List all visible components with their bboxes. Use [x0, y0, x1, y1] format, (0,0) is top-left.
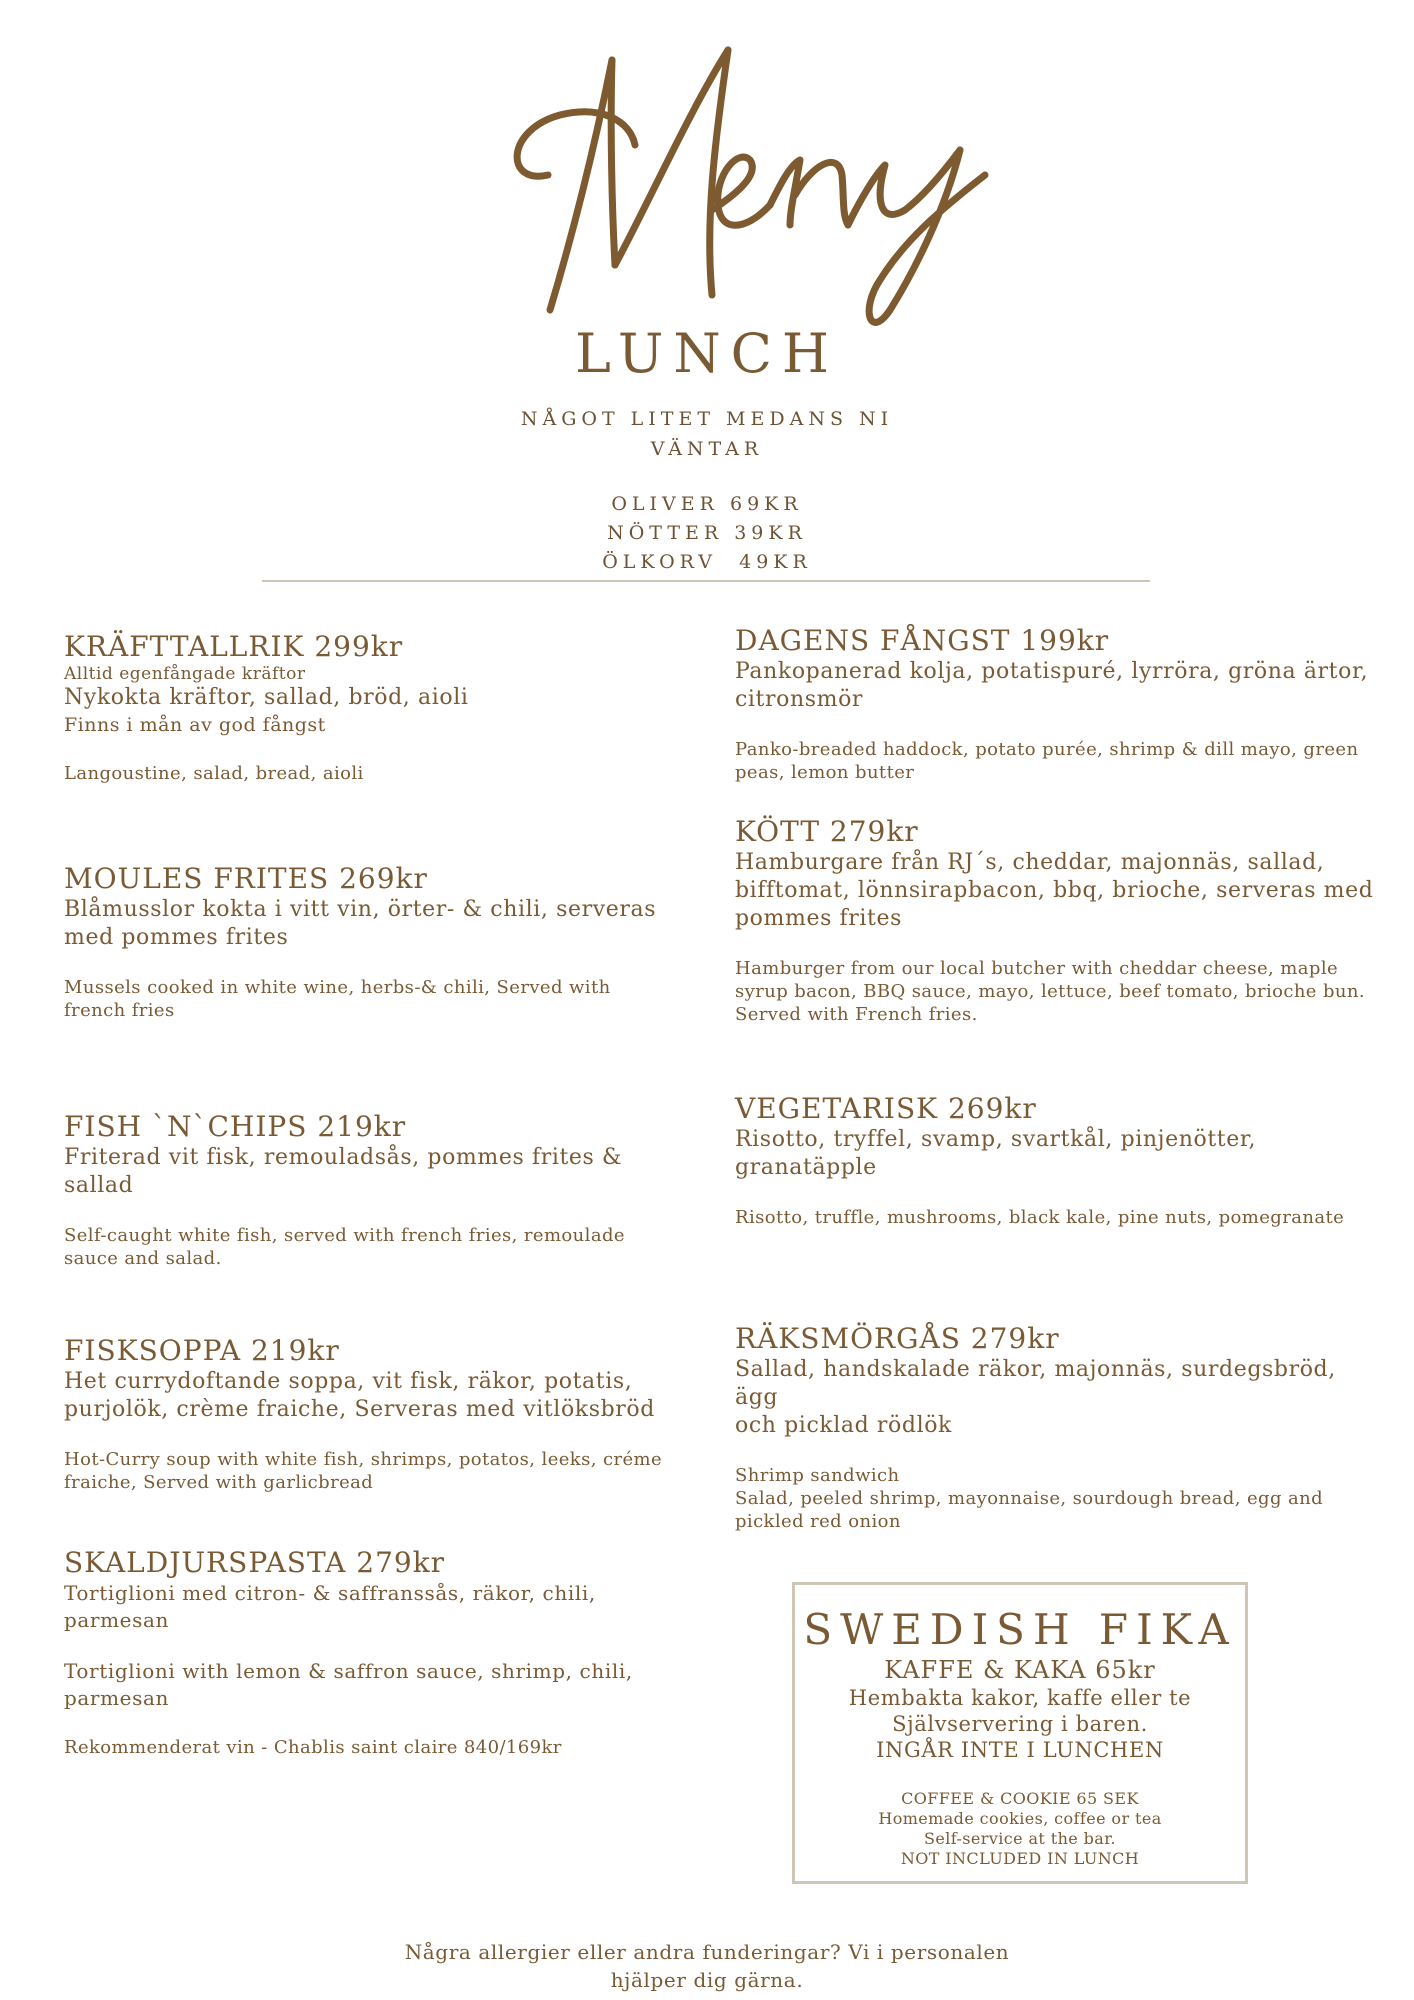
item-title: KÖTT 279kr [735, 815, 919, 848]
item-description-sv-2: parmesan [64, 1608, 169, 1632]
snacks-list [0, 490, 1414, 577]
menu-item-vegetarisk [735, 1092, 1375, 1229]
menu-item-dagens-fangst [735, 624, 1375, 784]
menu-item-skaldjurspasta [64, 1546, 664, 1759]
menu-item-raksmorgas [735, 1322, 1375, 1533]
item-description-sv-1: Hamburgare från RJ´s, cheddar, majonnäs, sallad, [735, 850, 1325, 875]
item-description-en-1: Risotto, truffle, mushrooms, black kale, pine nuts, pomegranate [735, 1207, 1345, 1228]
item-description-sv-3: pommes frites [735, 906, 902, 931]
item-title: FISH `N`CHIPS 219kr [64, 1110, 407, 1143]
allergy-footer [0, 1938, 1414, 1994]
fika-self-service: Självservering i baren. [892, 1712, 1148, 1736]
item-description-en-0: Shrimp sandwich [735, 1465, 900, 1486]
snack-sausage: ÖLKORV 49KR [602, 551, 812, 573]
item-description-sv-2: citronsmör [735, 687, 864, 712]
swedish-fika-box [792, 1582, 1248, 1884]
item-title: VEGETARISK 269kr [735, 1092, 1037, 1125]
item-title: SKALDJURSPASTA 279kr [64, 1546, 446, 1579]
item-description-sv: Nykokta kräftor, sallad, bröd, aioli [64, 685, 469, 710]
footer-line-1: Några allergier eller andra funderingar? Vi i personalen [404, 1940, 1010, 1964]
item-description-sv-2: med pommes frites [64, 925, 289, 950]
menu-item-krafttallrik [64, 630, 664, 785]
item-description-sv-1: Risotto, tryffel, svamp, svartkål, pinjenötter, [735, 1127, 1257, 1152]
item-description-en-2: sauce and salad. [64, 1248, 222, 1269]
fika-not-included: INGÅR INTE I LUNCHEN [876, 1738, 1164, 1762]
item-description-sv-1: Tortiglioni med citron- & saffranssås, räkor, chili, [64, 1581, 596, 1605]
item-title: DAGENS FÅNGST 199kr [735, 624, 1110, 657]
item-title: FISKSOPPA 219kr [64, 1334, 340, 1367]
menu-item-fish-n-chips [64, 1110, 664, 1270]
intro-text [0, 404, 1414, 464]
item-description-sv-1: Het currydoftande soppa, vit fisk, räkor, potatis, [64, 1369, 633, 1394]
item-description-en-2: fraiche, Served with garlicbread [64, 1472, 374, 1493]
menu-item-kott [735, 815, 1375, 1026]
menu-item-moules-frites [64, 862, 664, 1022]
intro-line-2: VÄNTAR [650, 438, 764, 460]
item-title: MOULES FRITES 269kr [64, 862, 428, 895]
fika-description-en: Homemade cookies, coffee or tea [878, 1809, 1162, 1828]
fika-description: Hembakta kakor, kaffe eller te [848, 1686, 1192, 1710]
fika-not-included-en: NOT INCLUDED IN LUNCH [900, 1849, 1140, 1868]
item-description-en-1: Mussels cooked in white wine, herbs-& chili, Served with [64, 977, 611, 998]
item-description-en-1: Tortiglioni with lemon & saffron sauce, shrimp, chili, [64, 1659, 633, 1683]
item-description-en-2: pickled red onion [735, 1511, 901, 1532]
lunch-heading: LUNCH [574, 322, 840, 385]
item-description-sv-2: purjolök, crème fraiche, Serveras med vitlöksbröd [64, 1397, 655, 1422]
item-description-en-2: parmesan [64, 1686, 169, 1710]
item-description-en-2: syrup bacon, BBQ sauce, mayo, lettuce, beef tomato, brioche bun. [735, 981, 1366, 1002]
snack-nuts: NÖTTER 39KR [607, 522, 807, 544]
item-description-sv-1: Friterad vit fisk, remouladsås, pommes frites & [64, 1145, 623, 1170]
meny-script-logo [0, 10, 1414, 340]
item-note: Alltid egenfångade kräftor [64, 664, 306, 684]
wine-recommendation: Rekommenderat vin - Chablis saint claire 840/169kr [64, 1737, 562, 1758]
item-description-en-2: peas, lemon butter [735, 762, 915, 783]
item-description-sv-1: Sallad, handskalade räkor, majonnäs, surdegsbröd, ägg [735, 1357, 1336, 1410]
item-description-en: Langoustine, salad, bread, aioli [64, 763, 364, 784]
snack-olives: OLIVER 69KR [611, 493, 803, 515]
intro-line-1: NÅGOT LITET MEDANS NI [520, 408, 894, 430]
item-description-sv-2: sallad [64, 1173, 134, 1198]
item-description-en-2: french fries [64, 1000, 175, 1021]
item-description-en-1: Hot-Curry soup with white fish, shrimps, potatos, leeks, créme [64, 1449, 663, 1470]
item-description-sv-2: bifftomat, lönnsirapbacon, bbq, brioche, serveras med [735, 878, 1374, 903]
item-description-en-1: Self-caught white fish, served with french fries, remoulade [64, 1225, 625, 1246]
fika-price: KAFFE & KAKA 65kr [884, 1656, 1156, 1684]
menu-item-fisksoppa [64, 1334, 664, 1494]
header-divider [262, 580, 1150, 582]
fika-price-en: COFFEE & COOKIE 65 SEK [901, 1789, 1139, 1808]
item-description-en-1: Panko-breaded haddock, potato purée, shrimp & dill mayo, green [735, 739, 1359, 760]
item-availability: Finns i mån av god fångst [64, 714, 326, 736]
fika-heading: SWEDISH FIKA [803, 1605, 1237, 1654]
item-title: RÄKSMÖRGÅS 279kr [735, 1322, 1060, 1355]
item-description-sv-1: Blåmusslor kokta i vitt vin, örter- & chili, serveras [64, 897, 657, 922]
item-title: KRÄFTTALLRIK 299kr [64, 630, 404, 663]
item-description-en-1: Salad, peeled shrimp, mayonnaise, sourdough bread, egg and [735, 1488, 1324, 1509]
item-description-en-3: Served with French fries. [735, 1004, 978, 1025]
item-description-sv-1: Pankopanerad kolja, potatispuré, lyrröra, gröna ärtor, [735, 659, 1369, 684]
item-description-sv-2: och picklad rödlök [735, 1413, 952, 1438]
fika-self-service-en: Self-service at the bar. [923, 1829, 1116, 1848]
item-description-en-1: Hamburger from our local butcher with cheddar cheese, maple [735, 958, 1339, 979]
item-description-sv-2: granatäpple [735, 1155, 877, 1180]
footer-line-2: hjälper dig gärna. [610, 1968, 804, 1992]
